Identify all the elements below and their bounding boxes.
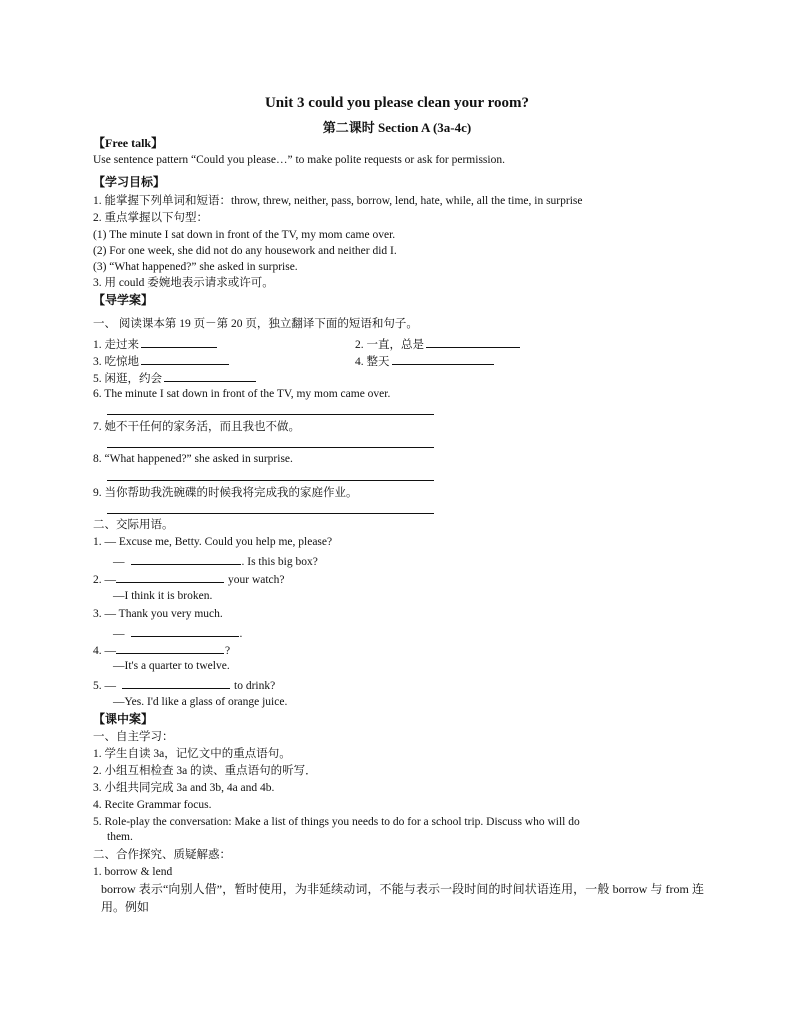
answer-blank[interactable] — [426, 336, 520, 348]
goal-item: (1) The minute I sat down in front of the TV, my mom came over. — [93, 229, 396, 241]
free-talk-text: Use sentence pattern “Could you please…” to make polite requests or ask for permission. — [93, 154, 505, 166]
answer-line[interactable] — [107, 447, 434, 448]
in-class-section1-title: 一、自主学习： — [93, 731, 174, 743]
goal-item: (2) For one week, she did not do any housework and neither did I. — [93, 245, 397, 257]
sentence-item: 7. 她不干任何的家务活，而且我也不做。 — [93, 421, 300, 433]
dialog-line: 4. — ? — [93, 642, 230, 658]
dialog-line: —Yes. I'd like a glass of orange juice. — [113, 696, 288, 708]
goal-item: 1. 能掌握下列单词和短语：throw, threw, neither, pass, borrow, lend, hate, while, all the time, in surprise — [93, 195, 583, 207]
answer-blank[interactable] — [164, 370, 256, 382]
phrase-item: 1. 走过来 — [93, 336, 217, 352]
answer-blank[interactable] — [131, 625, 239, 637]
in-class-item: 1. 学生自读 3a，记忆文中的重点语句。 — [93, 748, 291, 760]
goal-item: 2. 重点掌握以下句型： — [93, 212, 208, 224]
phrase-item: 3. 吃惊地 — [93, 353, 229, 369]
in-class-item: 4. Recite Grammar focus. — [93, 799, 212, 811]
phrase-item: 5. 闲逛，约会 — [93, 370, 256, 386]
in-class-heading: 【课中案】 — [93, 712, 154, 726]
dialog-line: —I think it is broken. — [113, 590, 213, 602]
in-class-item: 2. 小组互相检查 3a 的读、重点语句的听写． — [93, 765, 317, 777]
in-class-item: them. — [107, 831, 133, 843]
guide-section2-title: 二、交际用语。 — [93, 519, 174, 531]
explanation-paragraph: borrow 表示“向别人借”，暂时使用，为非延续动词，不能与表示一段时间的时间状语连用，一般 borrow 与 from 连用。例如 — [101, 882, 704, 914]
phrase-item: 2. 一直，总是 — [355, 336, 520, 352]
dialog-line: — . Is this big box? — [113, 553, 318, 569]
in-class-item: 5. Role-play the conversation: Make a list of things you needs to do for a school trip. Discuss who will do — [93, 816, 580, 828]
in-class-section2-title: 二、合作探究、质疑解惑： — [93, 849, 231, 861]
guide-heading: 【导学案】 — [93, 293, 154, 307]
sentence-item: 9. 当你帮助我洗碗碟的时候我将完成我的家庭作业。 — [93, 487, 358, 499]
sentence-item: 6. The minute I sat down in front of the TV, my mom came over. — [93, 388, 391, 400]
dialog-line: 1. — Excuse me, Betty. Could you help me, please? — [93, 536, 333, 548]
goal-item: 3. 用 could 委婉地表示请求或许可。 — [93, 277, 274, 289]
dialog-line: —It's a quarter to twelve. — [113, 660, 230, 672]
answer-blank[interactable] — [141, 353, 229, 365]
answer-line[interactable] — [107, 414, 434, 415]
in-class-item: 3. 小组共同完成 3a and 3b, 4a and 4b. — [93, 782, 275, 794]
guide-section1-title: 一、 阅读课本第 19 页－第 20 页，独立翻译下面的短语和句子。 — [93, 318, 418, 330]
answer-blank[interactable] — [141, 336, 217, 348]
point-title: 1. borrow & lend — [93, 866, 173, 878]
dialog-line: 3. — Thank you very much. — [93, 608, 223, 620]
answer-blank[interactable] — [116, 571, 224, 583]
phrase-item: 4. 整天 — [355, 353, 494, 369]
page-subtitle: 第二课时 Section A (3a-4c) — [322, 120, 472, 135]
dialog-line: — . — [113, 625, 242, 641]
dialog-line: 2. — your watch? — [93, 571, 285, 587]
answer-blank[interactable] — [116, 642, 224, 654]
goals-heading: 【学习目标】 — [93, 175, 166, 189]
free-talk-heading: 【Free talk】 — [93, 136, 164, 150]
answer-line[interactable] — [107, 480, 434, 481]
sentence-item: 8. “What happened?” she asked in surprise. — [93, 453, 293, 465]
dialog-line: 5. — to drink? — [93, 677, 275, 693]
goal-item: (3) “What happened?” she asked in surprise. — [93, 261, 298, 273]
answer-blank[interactable] — [122, 677, 230, 689]
answer-blank[interactable] — [392, 353, 494, 365]
page-title: Unit 3 could you please clean your room? — [264, 95, 530, 111]
answer-blank[interactable] — [131, 553, 241, 565]
answer-line[interactable] — [107, 513, 434, 514]
